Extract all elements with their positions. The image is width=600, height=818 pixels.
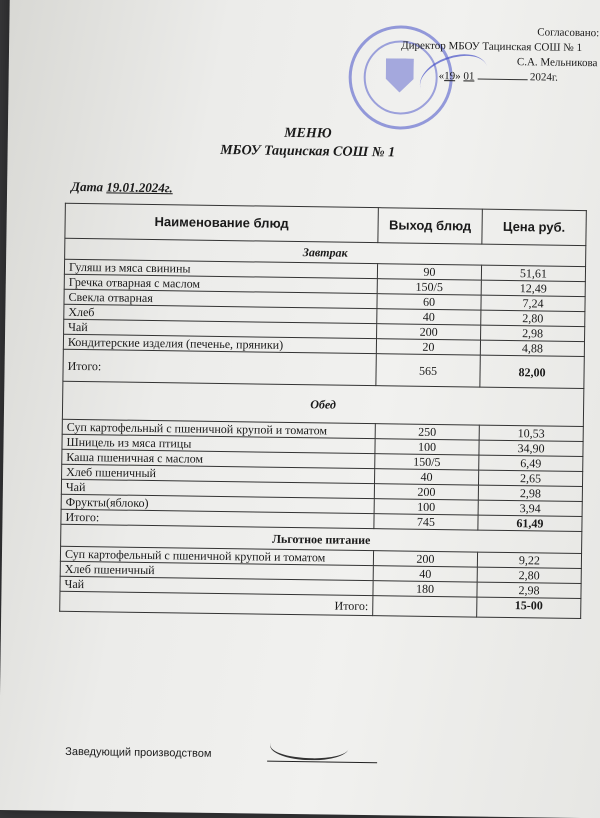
dish-name: Каша пшеничная с маслом bbox=[62, 449, 375, 468]
school-name: МБОУ Тацинская СОШ № 1 bbox=[220, 142, 396, 161]
dish-price: 6,49 bbox=[479, 455, 583, 471]
manager-signature bbox=[264, 732, 355, 761]
dish-price: 2,80 bbox=[477, 567, 581, 583]
footer-label: Заведующий производством bbox=[65, 745, 212, 760]
approval-month: 01 bbox=[463, 70, 475, 83]
dish-price: 10,53 bbox=[479, 425, 583, 441]
dish-price: 2,98 bbox=[478, 485, 582, 501]
dish-qty: 40 bbox=[373, 566, 477, 582]
total-qty: 745 bbox=[374, 514, 478, 530]
stamp-emblem-icon bbox=[385, 58, 413, 92]
dish-price: 2,80 bbox=[481, 310, 585, 326]
dish-qty: 100 bbox=[375, 439, 479, 455]
total-qty: 565 bbox=[376, 354, 480, 387]
dish-qty: 200 bbox=[373, 551, 477, 567]
dish-price: 12,49 bbox=[481, 280, 585, 296]
menu-table bbox=[59, 203, 587, 619]
dish-qty: 200 bbox=[377, 324, 481, 340]
header-price: Цена руб. bbox=[482, 209, 586, 245]
approval-position: Директор МБОУ Тацинская СОШ № 1 bbox=[401, 39, 583, 54]
dish-name: Кондитерские изделия (печенье, пряники) bbox=[63, 334, 376, 353]
dish-name: Суп картофельный с пшеничной крупой и томатом bbox=[62, 419, 375, 438]
page-title: МЕНЮ bbox=[284, 125, 332, 142]
section-breakfast: Завтрак bbox=[65, 238, 586, 266]
dish-name: Хлеб пшеничный bbox=[62, 464, 375, 483]
dish-name: Чай bbox=[64, 319, 377, 338]
dish-price: 2,98 bbox=[477, 582, 581, 598]
approval-label: Согласовано: bbox=[537, 26, 600, 40]
dish-price: 34,90 bbox=[479, 440, 583, 456]
total-price: 15-00 bbox=[477, 597, 581, 618]
header-qty: Выход блюд bbox=[378, 208, 482, 244]
total-label: Итого: bbox=[61, 509, 374, 528]
header-dish: Наименование блюд bbox=[65, 203, 378, 242]
dish-price: 3,94 bbox=[478, 500, 582, 516]
approval-day: 19 bbox=[444, 70, 456, 83]
dish-price: 7,24 bbox=[481, 295, 585, 311]
section-preferential: Льготное питание bbox=[61, 524, 582, 553]
total-label: Итого: bbox=[63, 349, 376, 385]
total-label: Итого: bbox=[60, 591, 373, 615]
section-lunch: Обед bbox=[62, 381, 583, 426]
approval-year: 2024г. bbox=[529, 71, 559, 84]
dish-name: Гречка отварная с маслом bbox=[64, 274, 377, 293]
signature-line bbox=[267, 761, 377, 764]
dish-qty: 40 bbox=[377, 309, 481, 325]
total-qty bbox=[373, 596, 477, 617]
total-price: 82,00 bbox=[480, 355, 584, 388]
dish-name: Фрукты(яблоко) bbox=[61, 494, 374, 513]
dish-qty: 150/5 bbox=[375, 454, 479, 470]
dish-qty: 200 bbox=[374, 484, 478, 500]
dish-price: 4,88 bbox=[480, 340, 584, 356]
date-value: 19.01.2024г. bbox=[106, 179, 173, 196]
dish-qty: 180 bbox=[373, 581, 477, 597]
dish-name: Чай bbox=[60, 576, 373, 595]
dish-qty: 40 bbox=[375, 469, 479, 485]
menu-date bbox=[71, 179, 173, 196]
dish-name: Хлеб bbox=[64, 304, 377, 323]
dish-name: Чай bbox=[61, 479, 374, 498]
dish-qty: 150/5 bbox=[377, 279, 481, 295]
dish-name: Суп картофельный с пшеничной крупой и томатом bbox=[60, 546, 373, 565]
dish-price: 51,61 bbox=[481, 265, 585, 281]
dish-qty: 90 bbox=[377, 264, 481, 280]
approval-name: С.А. Мельникова bbox=[516, 56, 598, 70]
dish-qty: 100 bbox=[374, 499, 478, 515]
dish-name: Шницель из мяса птицы bbox=[62, 434, 375, 453]
dish-price: 2,98 bbox=[481, 325, 585, 341]
date-label: Дата bbox=[71, 178, 104, 195]
dish-price: 2,65 bbox=[478, 470, 582, 486]
dish-price: 9,22 bbox=[477, 552, 581, 568]
approval-date: «19» 01 2024г. bbox=[438, 69, 559, 84]
dish-name: Гуляш из мяса свинины bbox=[64, 259, 377, 278]
dish-name: Свекла отварная bbox=[64, 289, 377, 308]
total-price: 61,49 bbox=[478, 515, 582, 531]
dish-qty: 60 bbox=[377, 294, 481, 310]
dish-qty: 250 bbox=[375, 424, 479, 440]
dish-qty: 20 bbox=[376, 339, 480, 355]
dish-name: Хлеб пшеничный bbox=[60, 561, 373, 580]
